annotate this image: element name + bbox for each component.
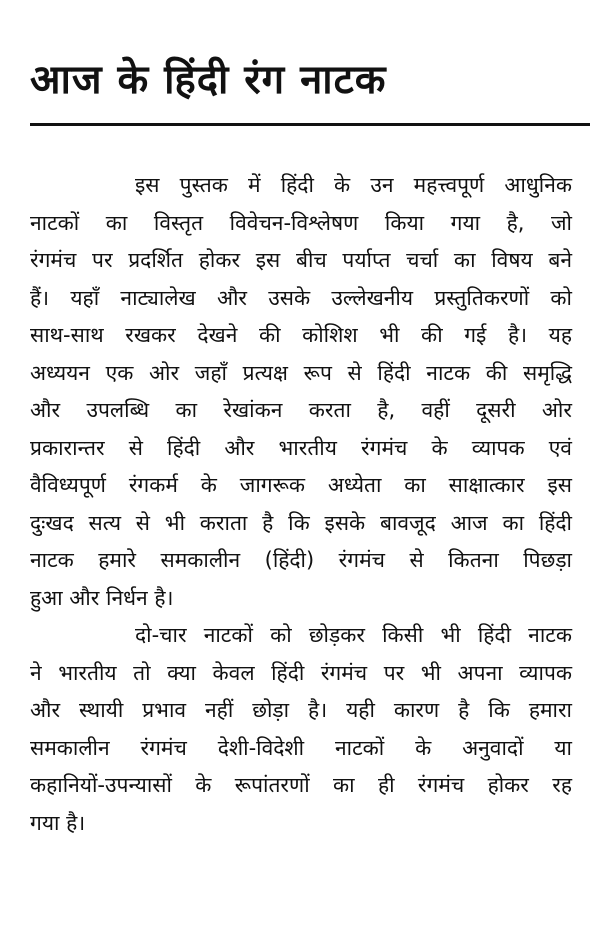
text-line: और स्थायी प्रभाव नहीं छोड़ा है। यही कारण है कि हमारा xyxy=(30,698,572,722)
text-line: इस पुस्तक में हिंदी के उन महत्त्वपूर्ण आधुनिक xyxy=(135,173,572,197)
text-line: हुआ और निर्धन है। xyxy=(30,586,174,610)
text-line: और उपलब्धि का रेखांकन करता है, वहीं दूसरी ओर xyxy=(30,398,572,422)
text-line: साथ-साथ रखकर देखने की कोशिश भी की गई है। यह xyxy=(30,323,572,347)
text-line: रंगमंच पर प्रदर्शित होकर इस बीच पर्याप्त चर्चा का विषय बने xyxy=(30,248,572,272)
text-line: नाटक हमारे समकालीन (हिंदी) रंगमंच से कितना पिछड़ा xyxy=(30,548,572,572)
text-line: अध्ययन एक ओर जहाँ प्रत्यक्ष रूप से हिंदी नाटक की समृद्धि xyxy=(30,361,572,385)
text-line: समकालीन रंगमंच देशी-विदेशी नाटकों के अनुवादों या xyxy=(30,736,572,760)
page-title: आज के हिंदी रंग नाटक xyxy=(30,57,387,103)
text-line: दो-चार नाटकों को छोड़कर किसी भी हिंदी नाटक xyxy=(135,623,572,647)
text-line: नाटकों का विस्तृत विवेचन-विश्लेषण किया गया है, जो xyxy=(30,211,572,235)
text-line: ने भारतीय तो क्या केवल हिंदी रंगमंच पर भी अपना व्यापक xyxy=(30,661,572,685)
text-line: गया है। xyxy=(30,811,86,835)
text-line: वैविध्यपूर्ण रंगकर्म के जागरूक अध्येता का साक्षात्कार इस xyxy=(30,473,572,497)
text-line: प्रकारान्तर से हिंदी और भारतीय रंगमंच के व्यापक एवं xyxy=(30,436,572,460)
text-line: हैं। यहाँ नाट्यालेख और उसके उल्लेखनीय प्रस्तुतिकरणों को xyxy=(30,286,572,310)
text-line: दुःखद सत्य से भी कराता है कि इसके बावजूद आज का हिंदी xyxy=(30,511,572,535)
text-line: कहानियों-उपन्यासों के रूपांतरणों का ही रंगमंच होकर रह xyxy=(30,773,572,797)
title-divider xyxy=(30,123,590,126)
